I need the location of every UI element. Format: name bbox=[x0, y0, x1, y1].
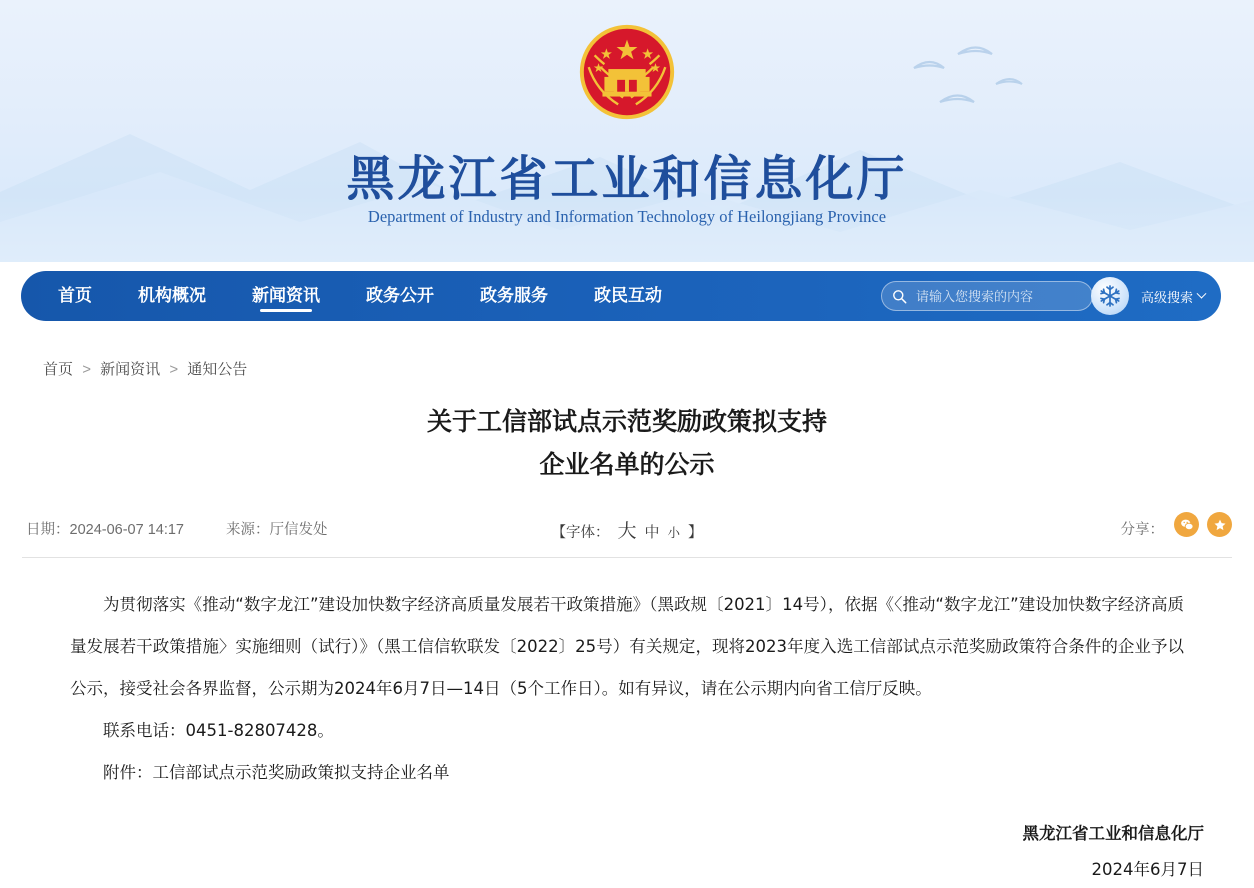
font-size-control bbox=[551, 516, 702, 543]
article-meta bbox=[22, 516, 1232, 558]
publish-date-value: 2024-06-07 14:17 bbox=[69, 522, 184, 538]
advanced-search-button[interactable] bbox=[1141, 287, 1205, 306]
source-value: 厅信发处 bbox=[269, 522, 328, 538]
snowflake-icon[interactable] bbox=[1091, 277, 1129, 315]
weibo-icon[interactable] bbox=[1207, 512, 1232, 537]
article-paragraph-1: 为贯彻落实《推动“数字龙江”建设加快数字经济高质量发展若干政策措施》（黑政规〔2021〕14号），依据《〈推动“数字龙江”建设加快数字经济高质量发展若干政策措施〉实施细则（试行）》（黑工信信软联发〔2022〕25号）有关规定，现将2023年度入选工信部试点示范奖励政策符合条件的企业予以公示，接受社会各界监督，公示期为2024年6月7日—14日（5个工作日）。如有异议，请在公示期内向省工信厅反映。 bbox=[70, 595, 1184, 698]
site-banner bbox=[0, 0, 1254, 262]
wechat-glyph bbox=[1180, 518, 1194, 532]
site-title-en: Department of Industry and Information Technology of Heilongjiang Province bbox=[367, 207, 887, 226]
breadcrumb-item-notices[interactable]: 通知公告 bbox=[187, 361, 248, 378]
birds-decoration bbox=[904, 40, 1084, 130]
search-icon bbox=[892, 289, 907, 304]
weibo-glyph bbox=[1213, 518, 1227, 532]
nav-item-overview[interactable]: 机构概况 bbox=[138, 286, 206, 305]
article bbox=[0, 400, 1254, 888]
wechat-icon[interactable] bbox=[1174, 512, 1199, 537]
nav-item-gov-disclosure[interactable]: 政务公开 bbox=[366, 286, 434, 305]
share-label: 分享： bbox=[1120, 522, 1164, 538]
nav-item-gov-services[interactable]: 政务服务 bbox=[480, 286, 548, 305]
page-title bbox=[207, 400, 1047, 486]
breadcrumb-item-home[interactable]: 首页 bbox=[43, 361, 74, 378]
search-input[interactable] bbox=[914, 288, 1074, 305]
article-source bbox=[226, 518, 328, 539]
nav-item-news[interactable]: 新闻资讯 bbox=[229, 271, 343, 321]
publish-date-label: 日期： bbox=[26, 522, 70, 538]
article-paragraph-2: 联系电话：0451-82807428。 bbox=[103, 721, 334, 740]
site-title-zh: 黑龙江省工业和信息化厅 bbox=[346, 151, 908, 207]
article-attachment[interactable]: 附件：工信部试点示范奖励政策拟支持企业名单 bbox=[103, 763, 450, 782]
breadcrumb-separator: > bbox=[82, 361, 91, 378]
main-navigation bbox=[21, 271, 1221, 321]
breadcrumb-separator: > bbox=[169, 361, 179, 378]
advanced-search-label: 高级搜索 bbox=[1140, 290, 1193, 305]
chevron-down-icon bbox=[1197, 289, 1207, 299]
breadcrumb bbox=[43, 358, 247, 379]
national-emblem bbox=[573, 18, 681, 126]
source-label: 来源： bbox=[226, 522, 270, 538]
nav-item-home[interactable]: 首页 bbox=[58, 286, 92, 305]
font-size-medium-button[interactable]: 中 bbox=[644, 524, 660, 541]
font-size-label-right: 】 bbox=[688, 525, 703, 541]
font-size-large-button[interactable]: 大 bbox=[617, 521, 637, 542]
signature-organization: 黑龙江省工业和信息化厅 bbox=[1022, 824, 1204, 843]
article-signature bbox=[0, 816, 1204, 888]
search-box[interactable] bbox=[881, 281, 1093, 311]
font-size-small-button[interactable]: 小 bbox=[667, 526, 681, 540]
page-title-line1: 关于工信部试点示范奖励政策拟支持 bbox=[426, 407, 827, 436]
share-icons bbox=[1174, 512, 1232, 537]
page-title-line2: 企业名单的公示 bbox=[539, 450, 715, 479]
signature-date: 2024年6月7日 bbox=[1091, 860, 1204, 879]
font-size-label-left: 【字体： bbox=[551, 525, 610, 541]
publish-date bbox=[26, 518, 184, 539]
nav-item-public-interaction[interactable]: 政民互动 bbox=[594, 286, 662, 305]
article-body bbox=[70, 584, 1184, 794]
snowflake-glyph bbox=[1097, 283, 1123, 309]
breadcrumb-item-news[interactable]: 新闻资讯 bbox=[100, 361, 161, 378]
